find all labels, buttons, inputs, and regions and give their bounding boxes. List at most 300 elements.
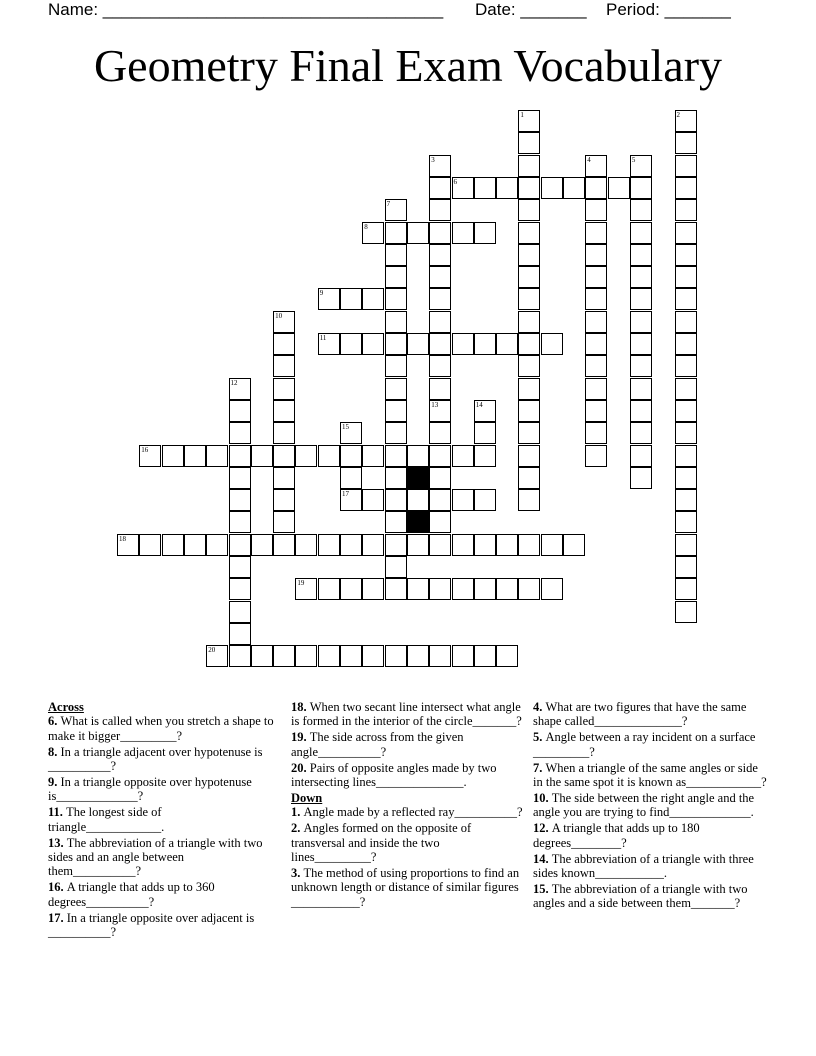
crossword-cell[interactable] <box>385 578 407 600</box>
crossword-cell[interactable] <box>630 288 652 310</box>
crossword-cell[interactable] <box>585 155 607 177</box>
crossword-cell[interactable] <box>385 556 407 578</box>
crossword-cell[interactable] <box>675 132 697 154</box>
clue-number-label: 9 <box>319 289 324 298</box>
clue-number-label: 13 <box>431 400 439 409</box>
crossword-cell[interactable] <box>340 288 362 310</box>
crossword-cell[interactable] <box>407 333 429 355</box>
clue-text: When a triangle of the same angles or side in the same spot it is known as____________? <box>533 760 767 790</box>
crossword-cell[interactable] <box>675 110 697 132</box>
crossword-cell[interactable] <box>273 355 295 377</box>
crossword-cell[interactable] <box>407 445 429 467</box>
clue-number-label: 12 <box>230 378 238 387</box>
crossword-cell[interactable] <box>385 288 407 310</box>
crossword-cell[interactable] <box>452 489 474 511</box>
crossword-cell[interactable] <box>630 333 652 355</box>
clue-text: The abbreviation of a triangle with two sides and an angle between them__________? <box>48 835 263 879</box>
crossword-cell[interactable] <box>229 378 251 400</box>
crossword-cell[interactable] <box>362 288 384 310</box>
crossword-cell[interactable] <box>429 177 451 199</box>
crossword-cell[interactable] <box>585 244 607 266</box>
crossword-cell[interactable] <box>385 378 407 400</box>
crossword-cell[interactable] <box>630 266 652 288</box>
clue-item <box>48 745 274 774</box>
crossword-cell[interactable] <box>229 467 251 489</box>
clue-text: What is called when you stretch a shape to make it bigger_________? <box>48 714 274 743</box>
clue-number: 20. <box>291 760 310 775</box>
crossword-cell[interactable] <box>452 177 474 199</box>
clue-number-label: 10 <box>275 311 283 320</box>
crossword-cell[interactable] <box>429 378 451 400</box>
crossword-cell[interactable] <box>273 489 295 511</box>
clue-item <box>291 761 527 790</box>
crossword-cell[interactable] <box>585 222 607 244</box>
crossword-cell[interactable] <box>518 489 540 511</box>
crossword-cell[interactable] <box>429 155 451 177</box>
crossword-cell[interactable] <box>518 132 540 154</box>
crossword-cell[interactable] <box>518 199 540 221</box>
crossword-cell[interactable] <box>385 467 407 489</box>
crossword-cell[interactable] <box>474 445 496 467</box>
crossword-cell[interactable] <box>385 333 407 355</box>
crossword-cell[interactable] <box>518 222 540 244</box>
clue-item <box>533 852 769 881</box>
crossword-cell[interactable] <box>407 222 429 244</box>
crossword-cell[interactable] <box>563 177 585 199</box>
crossword-cell[interactable] <box>585 266 607 288</box>
name-field-label[interactable]: Name: ____________________________________ <box>48 0 444 19</box>
clue-text: The method of using proportions to find an unknown length or distance of similar figures ___________? <box>291 865 520 909</box>
crossword-cell[interactable] <box>675 534 697 556</box>
clue-text: In a triangle opposite over hypotenuse is_____________? <box>48 775 252 804</box>
crossword-cell[interactable] <box>474 222 496 244</box>
crossword-cell[interactable] <box>474 489 496 511</box>
clue-number-label: 5 <box>631 155 636 164</box>
clue-number-label: 8 <box>364 222 368 231</box>
crossword-cell[interactable] <box>675 467 697 489</box>
crossword-cell[interactable] <box>229 511 251 533</box>
clue-item <box>48 836 274 879</box>
crossword-cell[interactable] <box>585 288 607 310</box>
crossword-cell[interactable] <box>630 467 652 489</box>
crossword-cell[interactable] <box>585 333 607 355</box>
crossword-cell[interactable] <box>518 155 540 177</box>
crossword-cell[interactable] <box>518 534 540 556</box>
crossword-cell[interactable] <box>318 333 340 355</box>
crossword-cell[interactable] <box>407 645 429 667</box>
crossword-cell[interactable] <box>429 222 451 244</box>
crossword-cell[interactable] <box>206 445 228 467</box>
crossword-cell[interactable] <box>429 489 451 511</box>
crossword-cell[interactable] <box>139 445 161 467</box>
clue-number-label: 11 <box>319 334 327 342</box>
crossword-cell[interactable] <box>474 422 496 444</box>
clue-number: 17. <box>48 910 67 925</box>
crossword-cell[interactable] <box>229 645 251 667</box>
crossword-cell[interactable] <box>630 355 652 377</box>
crossword-cell[interactable] <box>429 333 451 355</box>
crossword-cell[interactable] <box>585 177 607 199</box>
crossword-cell[interactable] <box>675 601 697 623</box>
crossword-cell[interactable] <box>318 534 340 556</box>
crossword-cell[interactable] <box>630 445 652 467</box>
crossword-cell[interactable] <box>452 445 474 467</box>
crossword-cell[interactable] <box>675 355 697 377</box>
crossword-cell[interactable] <box>429 311 451 333</box>
crossword-cell[interactable] <box>630 155 652 177</box>
crossword-cell[interactable] <box>340 489 362 511</box>
crossword-cell[interactable] <box>229 556 251 578</box>
crossword-cell[interactable] <box>474 645 496 667</box>
crossword-cell[interactable] <box>496 333 518 355</box>
clue-number: 6. <box>48 714 61 729</box>
crossword-cell[interactable] <box>429 244 451 266</box>
crossword-cell[interactable] <box>385 311 407 333</box>
clue-number: 19. <box>291 730 310 745</box>
crossword-cell[interactable] <box>675 222 697 244</box>
crossword-cell[interactable] <box>251 645 273 667</box>
crossword-cell[interactable] <box>518 333 540 355</box>
date-field-label[interactable]: Date: _______ <box>475 0 587 19</box>
crossword-cell[interactable] <box>251 445 273 467</box>
clue-number: 14. <box>533 851 552 866</box>
period-field-label[interactable]: Period: _______ <box>606 0 731 19</box>
crossword-cell[interactable] <box>362 333 384 355</box>
crossword-cell[interactable] <box>318 445 340 467</box>
clue-number: 18. <box>291 700 310 714</box>
clue-number: 4. <box>533 700 546 714</box>
crossword-cell[interactable] <box>675 556 697 578</box>
clue-item <box>291 866 527 909</box>
clue-item <box>48 714 274 743</box>
crossword-cell[interactable] <box>429 578 451 600</box>
crossword-cell[interactable] <box>630 400 652 422</box>
clue-number: 12. <box>533 821 552 836</box>
crossword-cell[interactable] <box>229 489 251 511</box>
crossword-cell[interactable] <box>229 578 251 600</box>
crossword-cell[interactable] <box>675 199 697 221</box>
clue-text: Angle between a ray incident on a surface _________? <box>533 730 756 759</box>
crossword-cell[interactable] <box>585 311 607 333</box>
clue-text: When two secant line intersect what angle is formed in the interior of the circle_______? <box>291 700 522 729</box>
crossword-cell[interactable] <box>630 311 652 333</box>
clue-text: The abbreviation of a triangle with two angles and a side between them_______? <box>533 881 748 911</box>
crossword-cell[interactable] <box>407 578 429 600</box>
crossword-cell[interactable] <box>184 534 206 556</box>
clues-column-1 <box>48 700 274 941</box>
clue-number: 5. <box>533 730 546 745</box>
clue-number: 7. <box>533 760 546 775</box>
clue-item <box>533 821 769 850</box>
crossword-cell[interactable] <box>585 378 607 400</box>
crossword-cell[interactable] <box>362 534 384 556</box>
crossword-cell[interactable] <box>273 645 295 667</box>
crossword-cell[interactable] <box>273 445 295 467</box>
clue-number-label: 14 <box>475 400 483 409</box>
clue-text: In a triangle adjacent over hypotenuse is __________? <box>48 744 263 774</box>
clue-section-heading: Down <box>291 790 323 805</box>
clue-text: The side across from the given angle__________? <box>291 730 464 759</box>
crossword-cell[interactable] <box>340 578 362 600</box>
crossword-cell[interactable] <box>541 333 563 355</box>
crossword-cell[interactable] <box>630 244 652 266</box>
crossword-cell[interactable] <box>518 422 540 444</box>
crossword-cell[interactable] <box>452 578 474 600</box>
crossword-cell[interactable] <box>229 623 251 645</box>
crossword-cell[interactable] <box>229 534 251 556</box>
crossword-cell[interactable] <box>541 534 563 556</box>
crossword-cell[interactable] <box>206 645 228 667</box>
crossword-cell[interactable] <box>229 400 251 422</box>
crossword-cell[interactable] <box>429 445 451 467</box>
clue-number-label: 6 <box>453 177 457 186</box>
crossword-cell[interactable] <box>675 578 697 600</box>
crossword-cell[interactable] <box>518 110 540 132</box>
clue-item <box>533 761 769 790</box>
crossword-cell[interactable] <box>340 422 362 444</box>
crossword-cell[interactable] <box>139 534 161 556</box>
crossword-cell[interactable] <box>518 378 540 400</box>
clue-item <box>48 805 274 834</box>
crossword-cell[interactable] <box>429 266 451 288</box>
crossword-cell[interactable] <box>630 222 652 244</box>
crossword-cell[interactable] <box>518 266 540 288</box>
crossword-cell[interactable] <box>251 534 273 556</box>
crossword-cell[interactable] <box>429 199 451 221</box>
crossword-cell[interactable] <box>675 489 697 511</box>
clue-number: 15. <box>533 881 552 896</box>
crossword-cell[interactable] <box>630 177 652 199</box>
clue-number-label: 3 <box>431 155 435 164</box>
crossword-cell[interactable] <box>452 222 474 244</box>
crossword-cell[interactable] <box>585 445 607 467</box>
crossword-cell[interactable] <box>429 422 451 444</box>
crossword-cell[interactable] <box>385 244 407 266</box>
crossword-cell[interactable] <box>563 534 585 556</box>
crossword-cell[interactable] <box>385 511 407 533</box>
clue-item <box>533 700 769 729</box>
crossword-cell[interactable] <box>273 422 295 444</box>
crossword-cell[interactable] <box>518 288 540 310</box>
crossword-cell[interactable] <box>117 534 139 556</box>
clue-number: 16. <box>48 880 67 895</box>
clue-item <box>291 805 527 819</box>
clue-number: 11. <box>48 805 67 820</box>
crossword-cell[interactable] <box>385 355 407 377</box>
crossword-cell[interactable] <box>407 489 429 511</box>
clue-section-heading: Across <box>48 700 84 714</box>
crossword-cell[interactable] <box>273 534 295 556</box>
crossword-cell[interactable] <box>518 177 540 199</box>
crossword-cell[interactable] <box>474 177 496 199</box>
crossword-cell[interactable] <box>295 645 317 667</box>
crossword-cell[interactable] <box>362 645 384 667</box>
crossword-cell[interactable] <box>474 534 496 556</box>
crossword-cell[interactable] <box>362 445 384 467</box>
crossword-cell[interactable] <box>675 333 697 355</box>
crossword-cell[interactable] <box>385 534 407 556</box>
crossword-cell[interactable] <box>474 400 496 422</box>
crossword-cell[interactable] <box>340 445 362 467</box>
crossword-cell[interactable] <box>474 578 496 600</box>
crossword-cell[interactable] <box>585 422 607 444</box>
clues-column-3 <box>533 700 769 912</box>
crossword-cell[interactable] <box>340 534 362 556</box>
clue-number-label: 20 <box>208 646 216 655</box>
clue-number-label: 19 <box>297 579 305 588</box>
crossword-cell[interactable] <box>585 199 607 221</box>
crossword-cell[interactable] <box>295 445 317 467</box>
clue-text: Pairs of opposite angles made by two intersecting lines______________. <box>291 760 497 790</box>
crossword-cell[interactable] <box>452 645 474 667</box>
crossword-cell[interactable] <box>541 177 563 199</box>
clue-number-label: 4 <box>587 155 591 164</box>
crossword-cell[interactable] <box>318 288 340 310</box>
clue-text: What are two figures that have the same shape called______________? <box>533 700 747 729</box>
crossword-cell[interactable] <box>452 333 474 355</box>
clue-item <box>48 911 274 940</box>
clue-item <box>48 880 274 909</box>
crossword-cell[interactable] <box>340 467 362 489</box>
crossword-cell[interactable] <box>675 244 697 266</box>
clue-number-label: 15 <box>342 423 349 432</box>
crossword-cell[interactable] <box>429 467 451 489</box>
crossword-cell[interactable] <box>273 467 295 489</box>
crossword-cell[interactable] <box>273 400 295 422</box>
crossword-cell[interactable] <box>340 333 362 355</box>
crossword-cell[interactable] <box>184 445 206 467</box>
clue-text: A triangle that adds up to 180 degrees________? <box>533 821 700 850</box>
crossword-block <box>407 467 429 489</box>
crossword-cell[interactable] <box>362 578 384 600</box>
crossword-cell[interactable] <box>385 222 407 244</box>
clue-text: In a triangle opposite over adjacent is __________? <box>48 910 255 940</box>
crossword-cell[interactable] <box>429 534 451 556</box>
crossword-cell[interactable] <box>385 400 407 422</box>
clue-number: 3. <box>291 865 304 880</box>
crossword-cell[interactable] <box>407 534 429 556</box>
crossword-cell[interactable] <box>229 422 251 444</box>
clue-number: 9. <box>48 775 61 790</box>
crossword-cell[interactable] <box>385 645 407 667</box>
crossword-cell[interactable] <box>162 534 184 556</box>
clue-number: 13. <box>48 835 67 850</box>
clue-text: A triangle that adds up to 360 degrees__________? <box>48 880 215 909</box>
crossword-block <box>407 511 429 533</box>
crossword-cell[interactable] <box>675 155 697 177</box>
crossword-cell[interactable] <box>675 288 697 310</box>
clue-item <box>48 775 274 804</box>
clue-item <box>533 882 769 911</box>
crossword-cell[interactable] <box>675 266 697 288</box>
crossword-cell[interactable] <box>675 177 697 199</box>
crossword-cell[interactable] <box>496 534 518 556</box>
crossword-cell[interactable] <box>675 445 697 467</box>
clue-number-label: 2 <box>676 111 680 119</box>
crossword-cell[interactable] <box>385 445 407 467</box>
crossword-cell[interactable] <box>385 422 407 444</box>
crossword-cell[interactable] <box>429 288 451 310</box>
crossword-cell[interactable] <box>273 333 295 355</box>
crossword-cell[interactable] <box>318 645 340 667</box>
clue-number: 8. <box>48 744 61 759</box>
crossword-cell[interactable] <box>585 355 607 377</box>
crossword-cell[interactable] <box>675 378 697 400</box>
crossword-cell[interactable] <box>340 645 362 667</box>
clue-text: Angle made by a reflected ray__________? <box>303 805 523 820</box>
crossword-cell[interactable] <box>518 578 540 600</box>
crossword-cell[interactable] <box>273 311 295 333</box>
clue-text: The side between the right angle and the angle you are trying to find_____________. <box>533 790 755 820</box>
crossword-cell[interactable] <box>385 489 407 511</box>
crossword-cell[interactable] <box>229 601 251 623</box>
crossword-cell[interactable] <box>273 378 295 400</box>
clue-number-label: 16 <box>141 445 149 454</box>
crossword-cell[interactable] <box>518 355 540 377</box>
crossword-cell[interactable] <box>518 311 540 333</box>
clue-number-label: 1 <box>520 111 524 119</box>
crossword-cell[interactable] <box>162 445 184 467</box>
crossword-cell[interactable] <box>496 177 518 199</box>
clue-text: Angles formed on the opposite of transversal and inside the two lines_________? <box>291 821 472 865</box>
crossword-cell[interactable] <box>630 422 652 444</box>
crossword-cell[interactable] <box>541 578 563 600</box>
crossword-cell[interactable] <box>474 333 496 355</box>
clue-number-label: 7 <box>386 200 391 209</box>
crossword-cell[interactable] <box>295 578 317 600</box>
crossword-cell[interactable] <box>518 400 540 422</box>
crossword-cell[interactable] <box>429 400 451 422</box>
crossword-cell[interactable] <box>608 177 630 199</box>
crossword-cell[interactable] <box>385 199 407 221</box>
crossword-cell[interactable] <box>675 422 697 444</box>
crossword-cell[interactable] <box>273 511 295 533</box>
crossword-cell[interactable] <box>206 534 228 556</box>
crossword-cell[interactable] <box>585 400 607 422</box>
crossword-cell[interactable] <box>362 489 384 511</box>
crossword-cell[interactable] <box>630 378 652 400</box>
crossword-cell[interactable] <box>229 445 251 467</box>
clue-item <box>291 821 527 864</box>
crossword-cell[interactable] <box>518 244 540 266</box>
crossword-cell[interactable] <box>362 222 384 244</box>
crossword-cell[interactable] <box>385 266 407 288</box>
crossword-cell[interactable] <box>675 400 697 422</box>
clue-number: 1. <box>291 805 304 820</box>
crossword-cell[interactable] <box>675 311 697 333</box>
crossword-cell[interactable] <box>318 578 340 600</box>
clue-item <box>533 730 769 759</box>
clue-number-label: 18 <box>119 534 126 543</box>
crossword-cell[interactable] <box>496 578 518 600</box>
crossword-cell[interactable] <box>429 511 451 533</box>
clue-text: The abbreviation of a triangle with three sides known___________. <box>533 851 754 880</box>
crossword-cell[interactable] <box>675 511 697 533</box>
crossword-cell[interactable] <box>496 645 518 667</box>
clues-column-2 <box>291 700 527 911</box>
crossword-cell[interactable] <box>429 645 451 667</box>
crossword-cell[interactable] <box>295 534 317 556</box>
crossword-cell[interactable] <box>518 445 540 467</box>
crossword-cell[interactable] <box>630 199 652 221</box>
crossword-cell[interactable] <box>452 534 474 556</box>
clue-item <box>533 791 769 820</box>
clue-text: The longest side of triangle____________. <box>48 805 165 834</box>
crossword-cell[interactable] <box>518 467 540 489</box>
crossword-cell[interactable] <box>429 355 451 377</box>
clue-item <box>291 700 527 729</box>
clue-number-label: 17 <box>342 490 349 499</box>
